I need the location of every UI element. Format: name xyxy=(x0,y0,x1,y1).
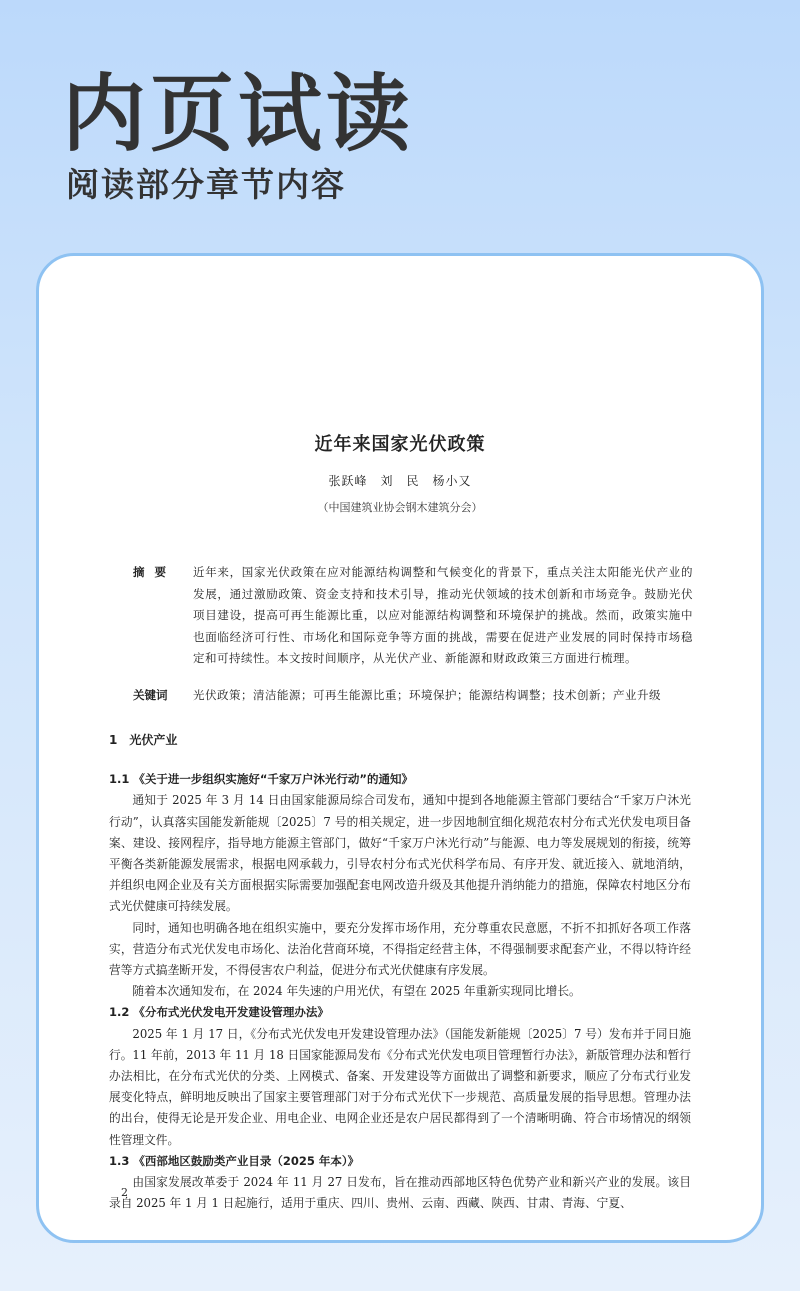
article-affiliation: （中国建筑业协会钢木建筑分会） xyxy=(317,501,483,514)
paragraph: 2025 年 1 月 17 日，《分布式光伏发电开发建设管理办法》（国能发新能规〔2025〕7 号）发布并于同日施行。11 年前，2013 年 11 月 18 日国家能源局发布《分布式光伏发电项目管理暂行办法》，新版管理办法和暂行办法相比，在分布式光伏的分类、上网模式、备案、开发建设等方面做出了调整和新要求，顺应了分布式行业发展变化特点，鲜明地反映出了国家主要管理部门对于分布式光伏下一步规范、高质量发展的指导思想。管理办法的出台，使得无论是开发企业、用电企业、电网企业还是农户居民都得到了一个清晰明确、符合市场情况的纲领性管理文件。 xyxy=(109,1026,691,1147)
paragraph: 由国家发展改革委于 2024 年 11 月 27 日发布，旨在推动西部地区特色优势产业和新兴产业的发展。该目录自 2025 年 1 月 1 日起施行，适用于重庆、四川、贵州、云南、西藏、陕西、甘肃、青海、宁夏、 xyxy=(109,1175,691,1211)
article-body xyxy=(109,730,691,1214)
hero-title: 内页试读 xyxy=(62,65,415,163)
article-authors: 张跃峰 刘 民 杨小又 xyxy=(328,474,472,488)
page-number: 2 xyxy=(121,1186,128,1199)
paragraph: 通知于 2025 年 3 月 14 日由国家能源局综合司发布，通知中提到各地能源主管部门要结合“千家万户沐光行动”，认真落实国能发新能规〔2025〕7 号的相关规定，进一步因地制宜细化规范农村分布式光伏发电项目备案、建设、接网程序，指导地方能源主管部门，做好“千家万户沐光行动”与能源、电力等发展规划的衔接，统筹平衡各类新能源发展需求，根据电网承载力，引导农村分布式光伏科学布局、有序开发、就近接入、就地消纳，并组织电网企业及有关方面根据实际需要加强配套电网改造升级及其他提升消纳能力的措施，保障农村地区分布式光伏健康可持续发展。 xyxy=(109,793,691,914)
document-page xyxy=(39,256,761,1240)
preview-card xyxy=(36,253,764,1243)
subsection-heading: 1.3 《西部地区鼓励类产业目录（2025 年本）》 xyxy=(109,1153,360,1168)
keywords-label: 关键词 xyxy=(133,688,168,702)
keywords-text: 光伏政策；清洁能源；可再生能源比重；环境保护；能源结构调整；技术创新；产业升级 xyxy=(193,688,661,702)
abstract-block xyxy=(133,562,693,670)
paragraph: 随着本次通知发布，在 2024 年失速的户用光伏，有望在 2025 年重新实现同比增长。 xyxy=(132,984,581,999)
keywords-block xyxy=(133,685,693,707)
abstract-label: 摘要 xyxy=(133,565,176,579)
hero-subtitle: 阅读部分章节内容 xyxy=(66,165,346,204)
paragraph: 同时，通知也明确各地在组织实施中，要充分发挥市场作用，充分尊重农民意愿，不折不扣抓好各项工作落实，营造分布式光伏发电市场化、法治化营商环境，不得指定经营主体，不得强制要求配套产业，不得以特许经营等方式搞垄断开发，不得侵害农户利益，促进分布式光伏健康有序发展。 xyxy=(109,920,691,978)
section-heading: 1 光伏产业 xyxy=(109,733,178,747)
subsection-heading: 1.1 《关于进一步组织实施好“千家万户沐光行动”的通知》 xyxy=(109,772,413,787)
article-title: 近年来国家光伏政策 xyxy=(314,434,486,455)
abstract-text: 近年来，国家光伏政策在应对能源结构调整和气候变化的背景下，重点关注太阳能光伏产业的发展，通过激励政策、资金支持和技术引导，推动光伏领域的技术创新和市场竞争。鼓励光伏项目建设，提高可再生能源比重，以应对能源结构调整和环境保护的挑战。然而，政策实施中也面临经济可行性、市场化和国际竞争等方面的挑战，需要在促进产业发展的同时保持市场稳定和可持续性。本文按时间顺序，从光伏产业、新能源和财政政策三方面进行梳理。 xyxy=(193,565,693,665)
subsection-heading: 1.2 《分布式光伏发电开发建设管理办法》 xyxy=(109,1005,329,1020)
